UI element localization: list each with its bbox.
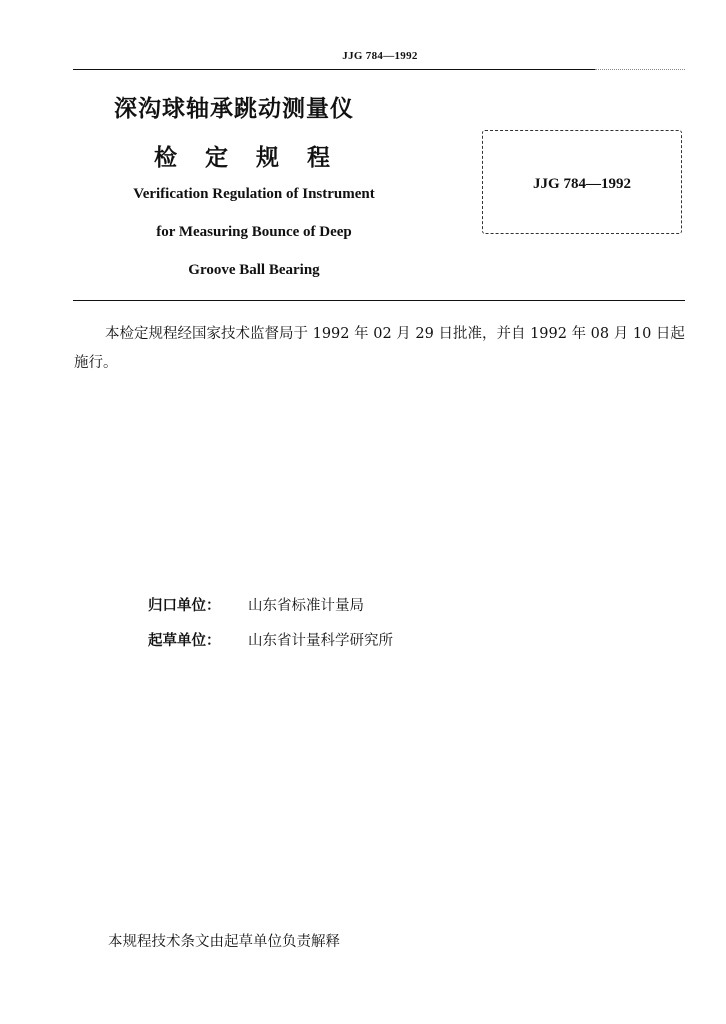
running-header-code: JJG 784—1992 bbox=[342, 50, 418, 62]
title-chinese-line2: 检 定 规 程 bbox=[154, 145, 331, 171]
title-english-line1: Verification Regulation of Instrument bbox=[133, 186, 375, 202]
drafting-unit-value: 山东省计量科学研究所 bbox=[248, 633, 393, 649]
interpretation-note: 本规程技术条文由起草单位负责解释 bbox=[108, 934, 340, 950]
title-english-line2: for Measuring Bounce of Deep bbox=[156, 224, 352, 240]
standard-code: JJG 784—1992 bbox=[533, 176, 631, 192]
header-rule-tail bbox=[595, 69, 685, 70]
responsible-unit-value: 山东省标准计量局 bbox=[248, 598, 364, 614]
drafting-unit-label: 起草单位： bbox=[148, 633, 221, 649]
title-chinese-line1: 深沟球轴承跳动测量仪 bbox=[114, 96, 354, 122]
header-rule bbox=[73, 69, 595, 70]
drafting-unit-row bbox=[148, 629, 393, 650]
responsible-unit-row bbox=[148, 594, 364, 615]
title-rule bbox=[73, 300, 685, 301]
responsible-unit-label: 归口单位： bbox=[148, 598, 221, 614]
title-english-line3: Groove Ball Bearing bbox=[188, 262, 320, 278]
approval-statement: 本检定规程经国家技术监督局于 1992 年 02 月 29 日批准，并自 1992 年 08 月 10 日起施行。 bbox=[74, 326, 685, 371]
